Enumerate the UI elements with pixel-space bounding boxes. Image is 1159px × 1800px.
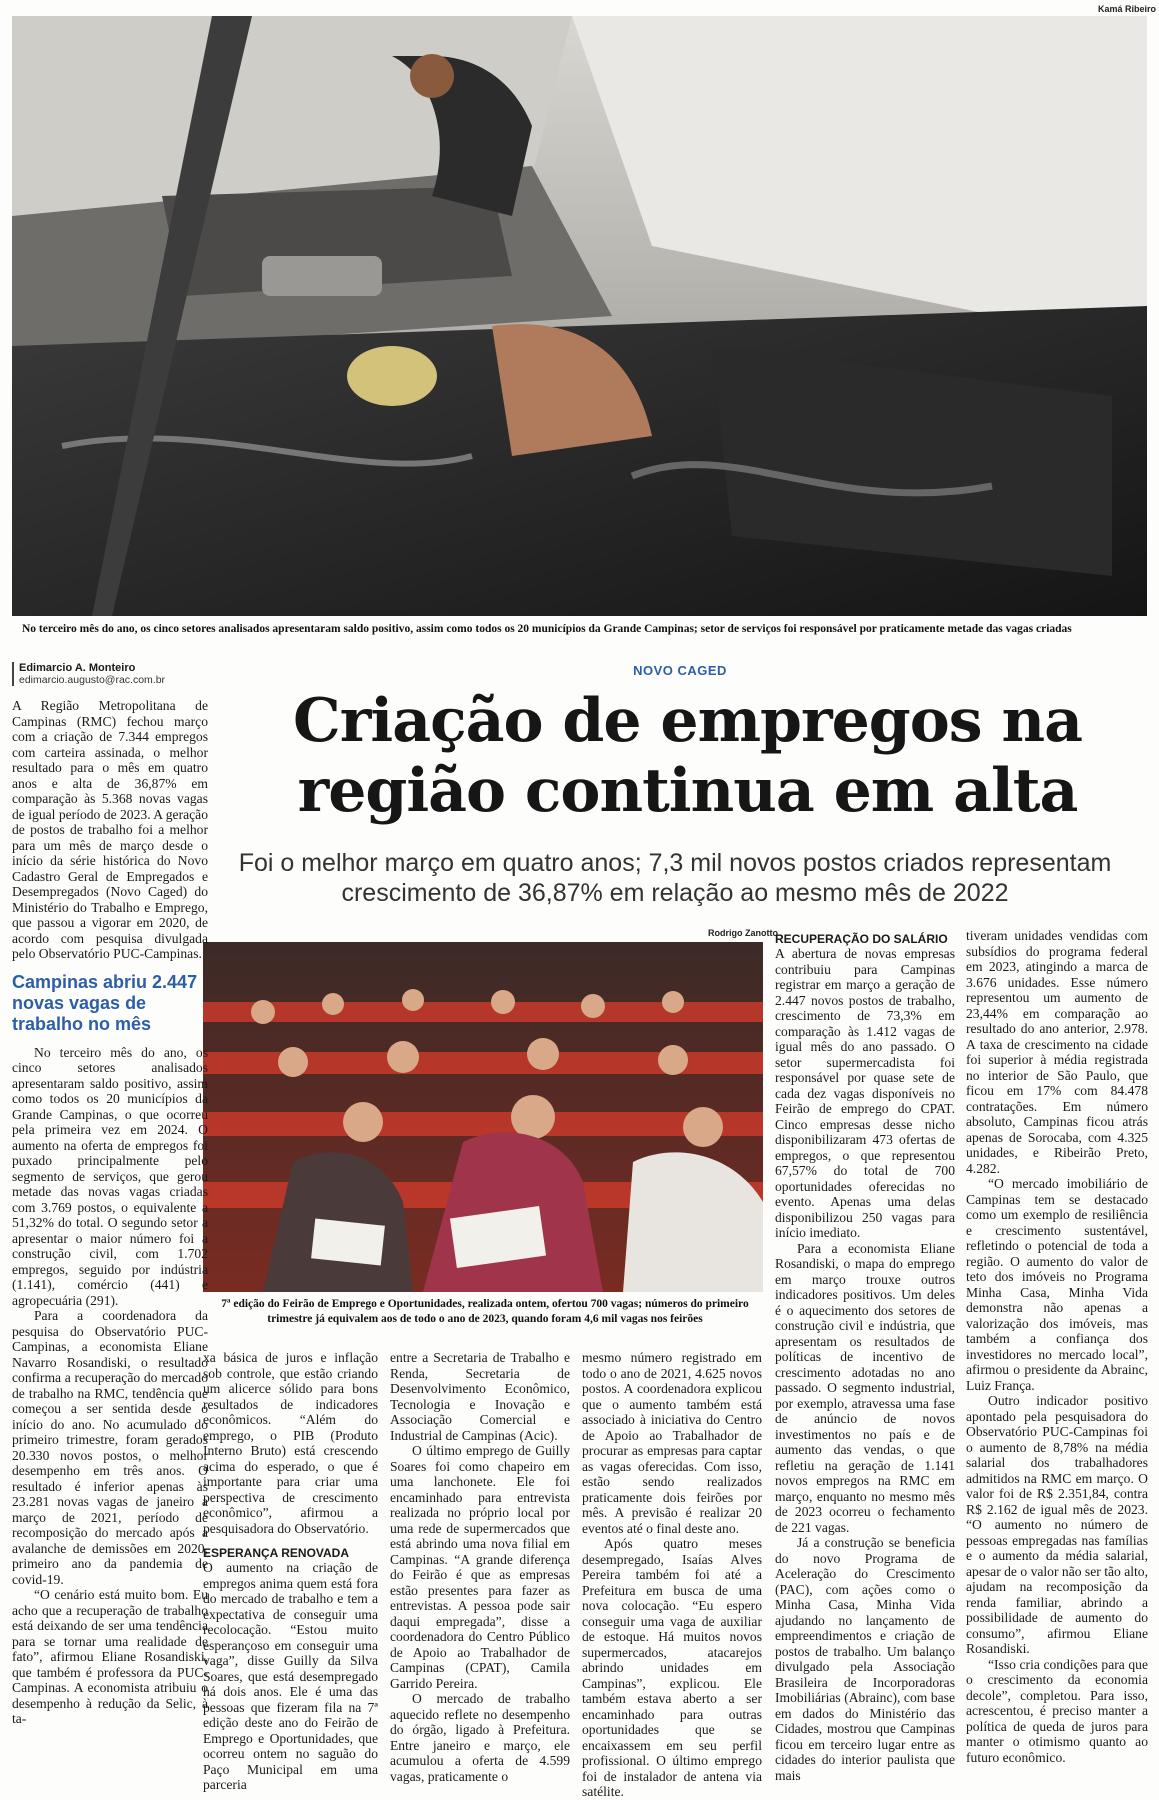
paragraph: Após quatro meses desempregado, Isaías Alves Pereira também foi até a Prefeitura em busca de uma nova colocação. “Eu espero conseguir uma vaga de auxiliar de estoque. Há muitos novos supermercados, atacarejos abrindo unidades em Campinas”, explicou. Ele também estava aberto a ser encaminhado para outras oportunidades que se encaixassem em seu perfil profissional. O último emprego foi de instalador de antena via satélite. <box>582 1536 762 1799</box>
paragraph: Para a coordenadora da pesquisa do Observatório PUC-Campinas, a economista Eliane Navarro Rosandiski, o resultado confirma a recuperação do mercado de trabalho na RMC, tendência que começou a ser sentida desde o início do ano. No acumulado do primeiro trimestre, foram gerados 20.330 novos postos, o melhor desempenho em três anos. O resultado é inferior apenas às 23.281 novas vagas de janeiro a março de 2021, período de recomposição do mercado após a avalanche de demissões em 2020, primeiro ano da pandemia de covid-19. <box>12 1308 208 1587</box>
subheading: RECUPERAÇÃO DO SALÁRIO <box>775 932 948 946</box>
subheading: ESPERANÇA RENOVADA <box>203 1546 350 1560</box>
column-5 <box>775 928 955 1783</box>
paragraph: tiveram unidades vendidas com subsídios do programa federal em 2023, atingindo a marca de 3.676 unidades. Esse número representou um aumento de 23,44% em comparação ao resultado do ano anterior, 2.978. A taxa de crescimento na cidade foi superior à média registrada no interior de São Paulo, que ficou em 17% com 84.478 contratações. Em número absoluto, Campinas ficou atrás apenas de Sorocaba, com 4.325 unidades, e Ribeirão Preto, 4.282. <box>966 928 1148 1176</box>
top-photo-credit: Kamá Ribeiro <box>1098 4 1157 14</box>
deck: Foi o melhor março em quatro anos; 7,3 mil novos postos criados representam crescimento de 36,87% em relação ao mesmo mês de 2022 <box>238 849 1112 907</box>
paragraph: entre a Secretaria de Trabalho e Renda, Secretaria de Desenvolvimento Econômico, Tecnologia e Inovação e Associação Comercial e Industrial de Campinas (Acic). <box>390 1350 570 1443</box>
paragraph: O aumento na criação de empregos anima quem está fora do mercado de trabalho e tem a expectativa de conseguir uma recolocação. “Estou muito esperançoso em conseguir uma vaga”, disse Guilly da Silva Soares, que está desempregado há dois anos. Ele é uma das pessoas que fizeram fila na 7ª edição deste ano do Feirão de Emprego e Oportunidades, que ocorreu ontem no saguão do Paço Municipal em uma parceria <box>203 1560 378 1792</box>
paragraph: xa básica de juros e inflação sob controle, que estão criando um alicerce sólido para bons resultados de indicadores econômicos. “Além do emprego, o PIB (Produto Interno Bruto) está crescendo acima do esperado, o que é importante para criar uma perspectiva de crescimento econômico”, afirmou a pesquisadora do Observatório. <box>203 1350 378 1536</box>
author-email[interactable]: edimarcio.augusto@rac.com.br <box>19 674 166 686</box>
paragraph: “Isso cria condições para que o crescimento da economia decole”, completou. Para isso, acrescentou, é preciso manter a política de queda de juros para manter o otimismo quanto ao futuro econômico. <box>966 1656 1148 1765</box>
mid-photo-caption: 7ª edição do Feirão de Emprego e Oportunidades, realizada ontem, ofertou 700 vagas; números do primeiro trimestre já equivalem aos de todo o ano de 2023, quando foram 4,6 mil vagas nos feirões <box>221 1298 749 1325</box>
column-2 <box>203 1350 378 1793</box>
column-1 <box>12 698 208 1727</box>
section-kicker: NOVO CAGED <box>633 663 727 678</box>
paragraph: A Região Metropolitana de Campinas (RMC) fechou março com a criação de 7.344 empregos com carteira assinada, o melhor resultado para o mês em quatro anos e alta de 36,87% em comparação às 5.368 novas vagas de igual período de 2023. A geração de postos de trabalho foi a melhor para um mês de março desde o início da série histórica do Novo Cadastro Geral de Empregados e Desempregados (Novo Caged) do Ministério do Trabalho e Emprego, que passou a vigorar em 2020, de acordo com pesquisa divulgada pelo Observatório PUC-Campinas. <box>12 698 208 961</box>
top-photo-caption: No terceiro mês do ano, os cinco setores analisados apresentaram saldo positivo, assim como todos os 20 municípios da Grande Campinas; setor de serviços foi responsável por praticamente metade das vagas criadas <box>22 623 1072 635</box>
intertitle: Campinas abriu 2.447 novas vagas de trabalho no mês <box>12 971 198 1034</box>
paragraph: A abertura de novas empresas contribuiu para Campinas registrar em março a geração de 2.447 novos postos de trabalho, crescimento de 73,3% em comparação às 1.412 vagas de igual mês do ano passado. O setor supermercadista foi responsável por quase sete de cada dez vagas disponíveis no Feirão de emprego do CPAT. Cinco empresas desse nicho disponibilizaram 473 ofertas de empregos, o que representou 67,57% do total de 700 oportunidades oferecidas no evento. Apenas uma delas disponibilizou 250 vagas para início imediato. <box>775 946 955 1240</box>
paragraph: Outro indicador positivo apontado pela pesquisadora do Observatório PUC-Campinas foi o aumento de 8,78% na média salarial dos trabalhadores admitidos na RMC em março. O valor foi de R$ 2.351,84, contra R$ 2.162 de igual mês de 2023. “O aumento no número de pessoas empregadas nas famílias e o aumento da média salarial, apesar de o valor não ser tão alto, ajudam na recomposição da renda familiar, abrindo a possibilidade de aumento do consumo”, afirmou Eliane Rosandiski. <box>966 1393 1148 1656</box>
car-engine-photo <box>12 16 1147 616</box>
job-fair-crowd-photo <box>203 942 763 1292</box>
paragraph: O mercado de trabalho aquecido reflete no desempenho do órgão, ligado à Prefeitura. Entre janeiro e março, ele acumulou a oferta de 4.599 vagas, praticamente o <box>390 1691 570 1784</box>
paragraph: “O mercado imobiliário de Campinas tem se destacado como um exemplo de resiliência e crescimento sustentável, refletindo o potencial de toda a região. O aumento do valor de teto dos imóveis no Programa Minha Casa, Minha Vida demonstra não apenas a valorização dos imóveis, mas também a confiança dos investidores no mercado local”, afirmou o presidente da Abrainc, Luiz França. <box>966 1176 1148 1393</box>
column-4 <box>582 1350 762 1800</box>
paragraph: Para a economista Eliane Rosandiski, o mapa do emprego em março trouxe outros indicadores positivos. Um deles é o aquecimento dos setores de construção civil e indústria, que apresentam os resultados de políticas de incentivo de crescimento adotadas no ano passado. O segmento industrial, por exemplo, atravessa uma fase de anúncio de novos investimentos no país e de aumento das vendas, o que refletiu na geração de 1.141 novos empregos na RMC em março, enquanto no mesmo mês de 2023 ocorreu o fechamento de 221 vagas. <box>775 1240 955 1535</box>
paragraph: mesmo número registrado em todo o ano de 2021, 4.625 novos postos. A coordenadora explicou que o aumento também está associado à iniciativa do Centro de Apoio ao Trabalhador de procurar as empresas para captar as vagas oferecidas. Com isso, estão sendo realizados praticamente dois feirões por mês. A previsão é realizar 20 eventos até o final deste ano. <box>582 1350 762 1536</box>
column-3 <box>390 1350 570 1784</box>
byline <box>12 662 212 686</box>
paragraph: “O cenário está muito bom. Eu acho que a recuperação de trabalho está deixando de ser uma tendência para se tornar uma realidade de fato”, afirmou Eliane Rosandiski, que também é professora da PUC-Campinas. A economista atribuiu o desempenho à redução da Selic, à ta- <box>12 1587 208 1726</box>
paragraph: Já a construção se beneficia do novo Programa de Aceleração do Crescimento (PAC), com ações como o Minha Casa, Minha Vida ajudando no lançamento de empreendimentos e criação de postos de trabalho. Um balanço divulgado pela Associação Brasileira de Incorporadoras Imobiliárias (Abrainc), com base em dados do Ministério das Cidades, mostrou que Campinas ficou em terceiro lugar entre as cidades do interior paulista que mais <box>775 1535 955 1783</box>
mid-photo-credit: Rodrigo Zanotto <box>708 928 778 938</box>
headline: Criação de empregos na região continua em alta <box>293 686 1082 826</box>
author-name: Edimarcio A. Monteiro <box>19 662 136 674</box>
column-6 <box>966 928 1148 1765</box>
paragraph: No terceiro mês do ano, os cinco setores analisados apresentaram saldo positivo, assim como todos os 20 municípios da Grande Campinas, o que ocorreu pela primeira vez em 2024. O aumento na oferta de empregos foi puxado principalmente pelo segmento de serviços, que gerou metade das novas vagas criadas com 3.769 postos, o equivalente a 51,32% do total. O segundo setor a apresentar o maior número foi a construção civil, com 1.702 empregos, seguido por indústria (1.141), comércio (441) e agropecuária (291). <box>12 1044 208 1308</box>
paragraph: O último emprego de Guilly Soares foi como chapeiro em uma lanchonete. Ele foi encaminhado para entrevista realizada no próprio local por uma rede de supermercados que está abrindo uma nova filial em Campinas. “A grande diferença do Feirão é que as empresas estão presentes para fazer as entrevistas. A pessoa pode sair daqui empregada”, disse a coordenadora do Centro Público de Apoio ao Trabalhador de Campinas (CPAT), Camila Garrido Pereira. <box>390 1443 570 1691</box>
